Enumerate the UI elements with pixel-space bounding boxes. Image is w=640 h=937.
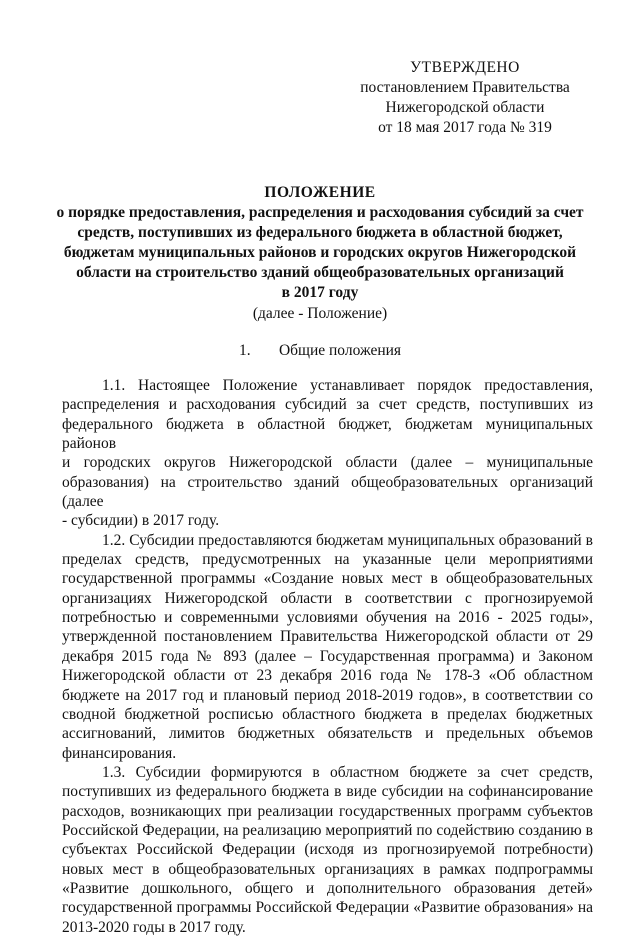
text-line: 1.1. Настоящее Положение устанавливает порядок предоставления, <box>102 377 593 394</box>
section-heading <box>0 341 640 361</box>
text-line: государственной программы «Создание новых мест в общеобразовательных <box>62 570 593 588</box>
text-line: расходов, возникающих при реализации государственных программ субъектов <box>62 802 593 820</box>
text-line: организациях Нижегородской области в соответствии с прогнозируемой <box>62 589 593 607</box>
text-line: 2013-2020 годы в 2017 году. <box>62 918 246 936</box>
text-line: финансирования. <box>62 744 177 762</box>
document-heading <box>44 183 596 303</box>
text-line: образования) на строительство зданий общеобразовательных организаций (далее <box>62 473 593 511</box>
approval-stamp <box>330 58 600 138</box>
text-line: бюджете на 2017 год и плановый период 2018-2019 годов», в соответствии со <box>62 686 593 704</box>
heading-line: области на строительство зданий общеобразовательных организаций <box>76 264 564 281</box>
paragraph-1-3 <box>62 763 593 937</box>
text-line: и городских округов Нижегородской области (далее – муниципальные <box>62 454 593 472</box>
section-title-text: Общие положения <box>278 342 402 359</box>
text-line: «Развитие дошкольного, общего и дополнительного образования детей» <box>62 879 593 897</box>
paragraph-1-2 <box>62 531 593 763</box>
approval-title: УТВЕРЖДЕНО <box>410 59 520 76</box>
approval-line-1: постановлением Правительства <box>360 79 570 96</box>
text-line: - субсидии) в 2017 году. <box>62 512 220 530</box>
heading-line: бюджетам муниципальных районов и городских округов Нижегородской <box>63 244 577 261</box>
text-line: субъектах Российской Федерации (исходя из прогнозируемой потребности) <box>62 841 593 859</box>
heading-line: в 2017 году <box>281 284 359 301</box>
heading-line: о порядке предоставления, распределения и расходования субсидий за счет <box>56 204 584 221</box>
document-title: ПОЛОЖЕНИЕ <box>264 184 376 201</box>
approval-line-3: от 18 мая 2017 года № 319 <box>378 119 552 136</box>
text-line: утвержденной постановлением Правительства Нижегородской области от 29 <box>62 628 593 646</box>
text-line: декабря 2015 года № 893 (далее – Государственная программа) и Законом <box>62 647 593 665</box>
heading-line: средств, поступивших из федерального бюджета в областной бюджет, <box>77 224 563 241</box>
text-line: новых мест в общеобразовательных организациях в рамках подпрограммы <box>62 860 593 878</box>
text-line: потребностью и современными условиями обучения на 2016 - 2025 годы», <box>62 609 593 627</box>
text-line: государственной программы Российской Федерации «Развитие образования» на <box>62 899 593 917</box>
hereinafter-note: (далее - Положение) <box>252 305 388 322</box>
approval-line-2: Нижегородской области <box>385 99 545 116</box>
text-line: ассигнований, лимитов бюджетных обязательств и предельных объемов <box>62 725 593 743</box>
text-line: Российской Федерации, на реализацию мероприятий по содействию созданию в <box>62 821 593 839</box>
text-line: пределах средств, предусмотренных на указанные цели мероприятиями <box>62 551 593 569</box>
section-number: 1. <box>238 342 251 359</box>
text-line: 1.3. Субсидии формируются в областном бюджете за счет средств, <box>102 763 593 781</box>
text-line: федерального бюджета в областной бюджет, бюджетам муниципальных районов <box>62 415 593 453</box>
text-line: поступивших из федерального бюджета в виде субсидии на софинансирование <box>62 783 593 801</box>
text-line: распределения и расходования субсидий за счет средств, поступивших из <box>62 396 593 414</box>
document-body <box>62 376 593 937</box>
text-line: 1.2. Субсидии предоставляются бюджетам муниципальных образований в <box>102 531 593 549</box>
text-line: сводной бюджетной росписью областного бюджета в пределах бюджетных <box>62 705 593 723</box>
text-line: Нижегородской области от 23 декабря 2016 года № 178-З «Об областном <box>62 667 593 685</box>
paragraph-1-1 <box>62 376 593 531</box>
